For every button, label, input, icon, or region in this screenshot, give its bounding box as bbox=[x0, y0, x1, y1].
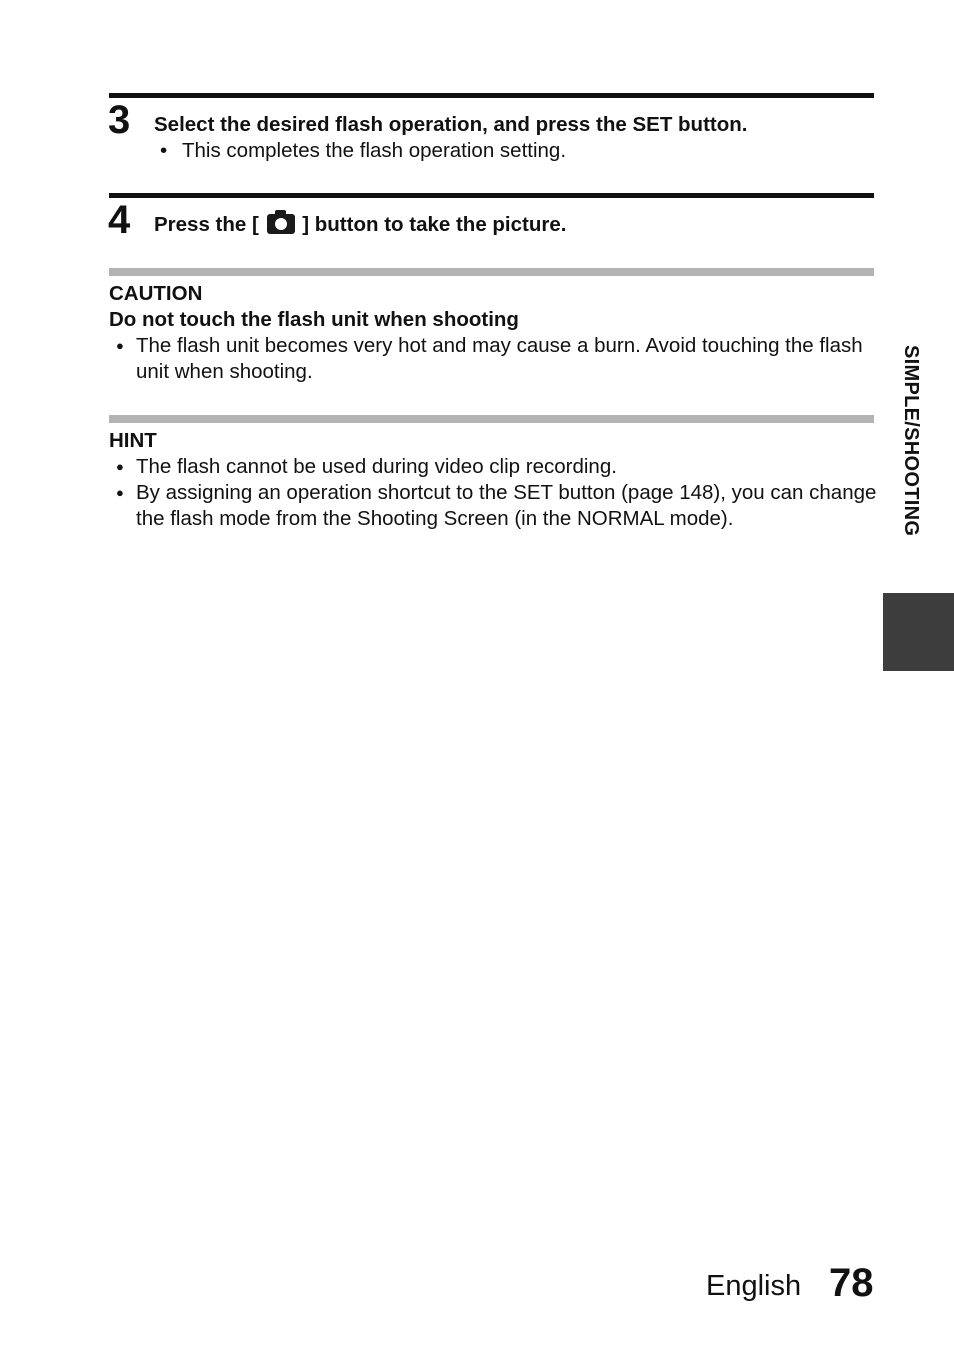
caution-subtitle: Do not touch the flash unit when shooting bbox=[109, 308, 519, 331]
footer-language: English bbox=[706, 1270, 802, 1302]
step-3-note bbox=[160, 139, 566, 163]
hint-rule bbox=[109, 415, 874, 423]
section-side-tab: SIMPLE/SHOOTING bbox=[900, 345, 922, 537]
caution-list bbox=[109, 333, 879, 385]
section-tab-marker bbox=[883, 593, 954, 671]
step-3-instruction: Select the desired flash operation, and press the SET button. bbox=[154, 113, 748, 136]
step-4-text-after: ] button to take the picture. bbox=[302, 213, 567, 236]
page-number: 78 bbox=[829, 1261, 874, 1305]
step-3-rule bbox=[109, 93, 874, 98]
step-4-instruction bbox=[154, 213, 566, 237]
step-4-rule bbox=[109, 193, 874, 198]
step-4-text-before: Press the [ bbox=[154, 213, 259, 236]
step-3-number: 3 bbox=[108, 98, 131, 142]
hint-label: HINT bbox=[109, 429, 157, 452]
camera-icon bbox=[267, 214, 295, 234]
step-3-note-marker: • bbox=[160, 139, 168, 162]
list-item: ● By assigning an operation shortcut to the SET button (page 148), you can change the flash mode from the Shooting Screen (in the NORMAL mode). bbox=[109, 480, 879, 532]
caution-rule bbox=[109, 268, 874, 276]
caution-label: CAUTION bbox=[109, 282, 203, 305]
step-4-number: 4 bbox=[108, 198, 131, 242]
step-3-note-text: This completes the flash operation setting. bbox=[182, 139, 567, 162]
list-item: ● The flash unit becomes very hot and may cause a burn. Avoid touching the flash unit when shooting. bbox=[109, 333, 879, 385]
hint-list bbox=[109, 454, 879, 532]
list-item: ● The flash cannot be used during video clip recording. bbox=[109, 454, 879, 480]
